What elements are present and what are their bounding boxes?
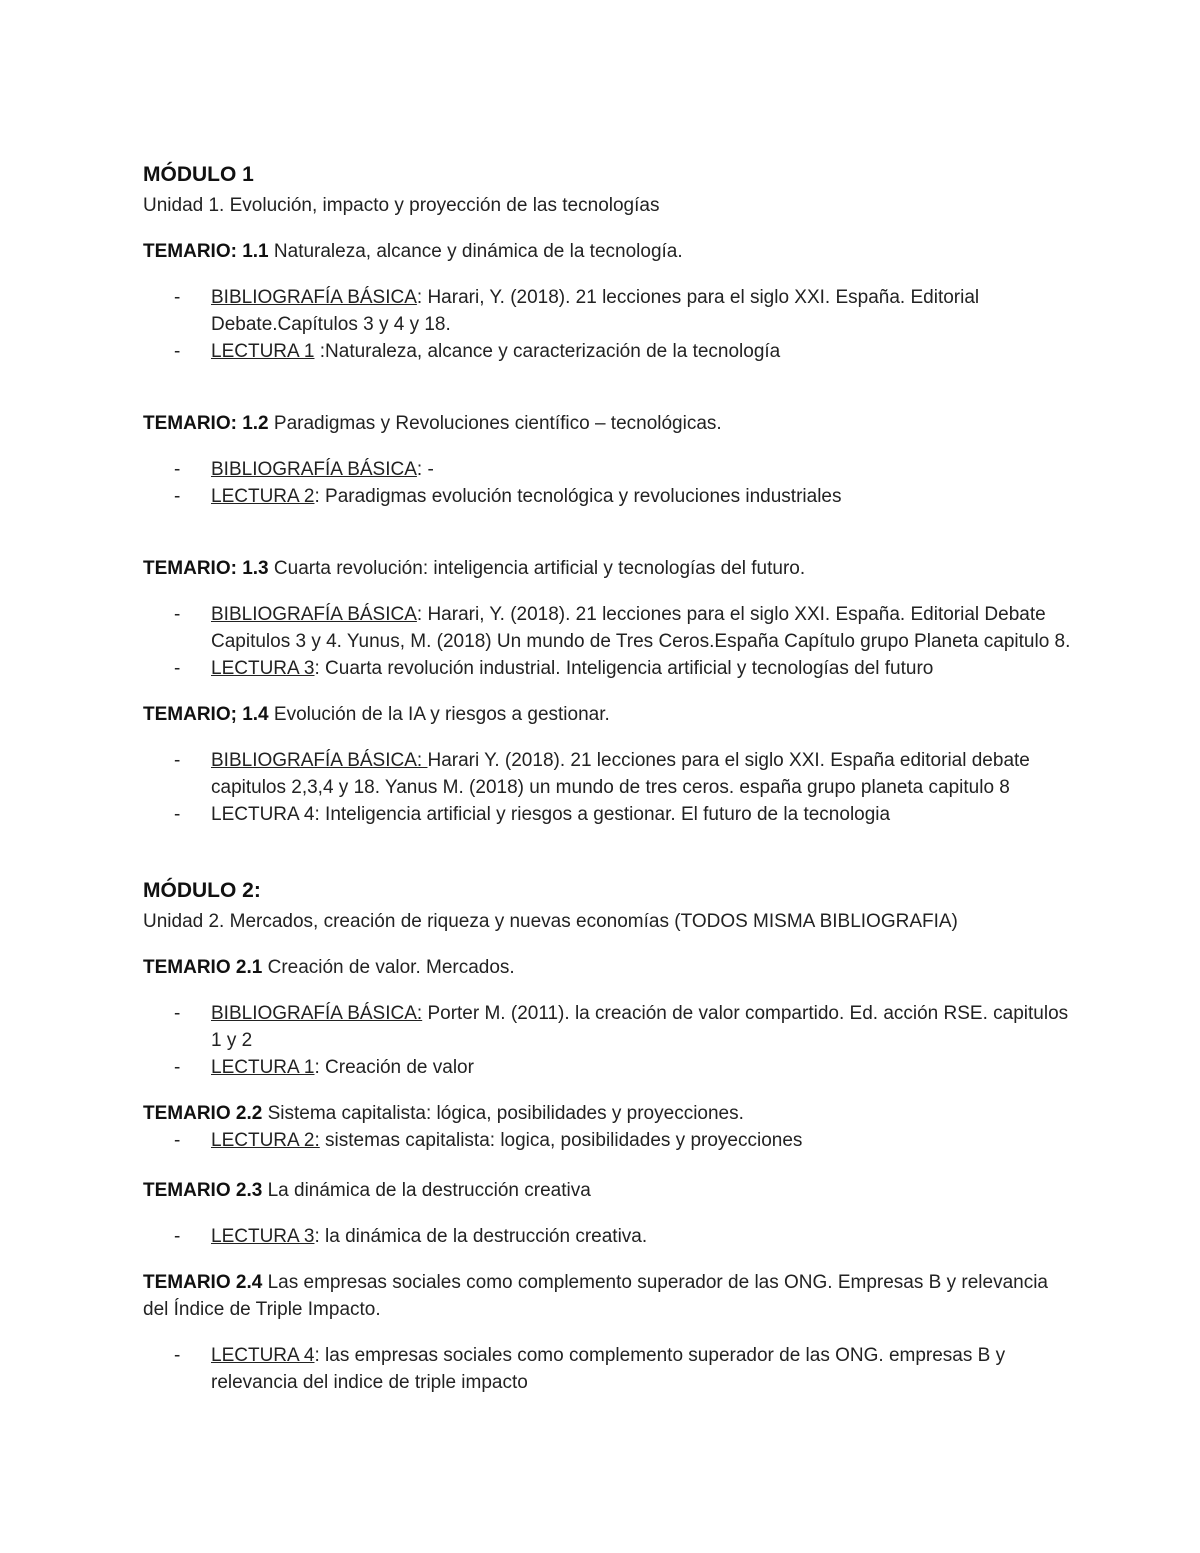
lectura-label: LECTURA 4 — [211, 1345, 315, 1366]
bibliografia-label: BIBLIOGRAFÍA BÁSICA — [211, 459, 417, 480]
list-item — [143, 284, 1073, 338]
bibliografia-label: BIBLIOGRAFÍA BÁSICA: — [211, 1003, 423, 1024]
list-item — [143, 483, 1073, 510]
temario-key: TEMARIO: 1.2 — [143, 413, 269, 434]
temario-2-1-list — [143, 1000, 1073, 1081]
temario-1-1 — [143, 238, 1073, 265]
temario-1-1-list — [143, 284, 1073, 365]
temario-2-3-list — [143, 1223, 1073, 1250]
list-item — [143, 655, 1073, 682]
temario-1-2 — [143, 410, 1073, 437]
list-item — [143, 1127, 1073, 1154]
temario-2-2 — [143, 1100, 1073, 1127]
temario-key: TEMARIO: 1.3 — [143, 558, 269, 579]
temario-2-2-list — [143, 1127, 1073, 1154]
temario-2-4-list — [143, 1342, 1073, 1396]
document-page — [143, 158, 1073, 1396]
bibliografia-text: : - — [416, 459, 434, 480]
temario-text: Creación de valor. Mercados. — [262, 957, 515, 978]
temario-key: TEMARIO 2.3 — [143, 1180, 263, 1201]
bibliografia-text: : Harari, Y. (2018). 21 lecciones para el siglo XXI. España. Editorial Debate Capitulos 3 y 4. Yunus, M. (2018) Un mundo de Tres Ceros.España Capítulo grupo Planeta capitulo 8. — [211, 604, 1071, 652]
modulo-1-title: MÓDULO 1 — [143, 163, 254, 186]
temario-text: Sistema capitalista: lógica, posibilidades y proyecciones. — [262, 1103, 744, 1124]
modulo-2-title: MÓDULO 2: — [143, 879, 261, 902]
bibliografia-label: BIBLIOGRAFÍA BÁSICA: — [211, 750, 428, 771]
list-item — [143, 747, 1073, 801]
lectura-label: LECTURA 3 — [211, 658, 315, 679]
lectura-text: LECTURA 4: Inteligencia artificial y riesgos a gestionar. El futuro de la tecnologia — [211, 804, 891, 825]
temario-1-4-list — [143, 747, 1073, 828]
list-item — [143, 601, 1073, 655]
temario-text: Naturaleza, alcance y dinámica de la tecnología. — [268, 241, 683, 262]
temario-key: TEMARIO; 1.4 — [143, 704, 269, 725]
bibliografia-text: Harari Y. (2018). 21 lecciones para el siglo XXI. España editorial debate capitulos 2,3,4 y 18. Yanus M. (2018) un mundo de tres ceros. españa grupo planeta capitulo 8 — [211, 750, 1030, 798]
temario-text: La dinámica de la destrucción creativa — [262, 1180, 591, 1201]
list-item — [143, 1342, 1073, 1396]
bibliografia-label: BIBLIOGRAFÍA BÁSICA — [211, 287, 417, 308]
temario-2-1 — [143, 954, 1073, 981]
temario-2-4 — [143, 1269, 1073, 1323]
lectura-label: LECTURA 1 — [211, 341, 315, 362]
list-item — [143, 1223, 1073, 1250]
temario-key: TEMARIO 2.2 — [143, 1103, 263, 1124]
temario-2-3 — [143, 1177, 1073, 1204]
temario-key: TEMARIO: 1.1 — [143, 241, 269, 262]
temario-1-4 — [143, 701, 1073, 728]
lectura-text: : Cuarta revolución industrial. Inteligencia artificial y tecnologías del futuro — [314, 658, 934, 679]
temario-text: Evolución de la IA y riesgos a gestionar. — [268, 704, 610, 725]
lectura-text: sistemas capitalista: logica, posibilidades y proyecciones — [319, 1130, 803, 1151]
temario-text: Cuarta revolución: inteligencia artificial y tecnologías del futuro. — [268, 558, 806, 579]
bibliografia-label: BIBLIOGRAFÍA BÁSICA — [211, 604, 417, 625]
list-item — [143, 456, 1073, 483]
lectura-text: : Creación de valor — [314, 1057, 474, 1078]
list-item — [143, 801, 1073, 828]
unidad-1: Unidad 1. Evolución, impacto y proyección de las tecnologías — [143, 195, 660, 216]
bibliografia-text: : Harari, Y. (2018). 21 lecciones para el siglo XXI. España. Editorial Debate.Capítulos 3 y 4 y 18. — [211, 287, 980, 335]
list-item — [143, 1054, 1073, 1081]
lectura-label: LECTURA 3 — [211, 1226, 315, 1247]
temario-key: TEMARIO 2.4 — [143, 1272, 263, 1293]
lectura-text: : la dinámica de la destrucción creativa. — [314, 1226, 648, 1247]
lectura-label: LECTURA 2: — [211, 1130, 320, 1151]
temario-1-3-list — [143, 601, 1073, 682]
unidad-2: Unidad 2. Mercados, creación de riqueza y nuevas economías (TODOS MISMA BIBLIOGRAFIA) — [143, 911, 958, 932]
lectura-text: :Naturaleza, alcance y caracterización de la tecnología — [314, 341, 781, 362]
lectura-label: LECTURA 2 — [211, 486, 315, 507]
lectura-label: LECTURA 1 — [211, 1057, 315, 1078]
bibliografia-text: Porter M. (2011). la creación de valor compartido. Ed. acción RSE. capitulos 1 y 2 — [211, 1003, 1069, 1051]
list-item — [143, 1000, 1073, 1054]
lectura-text: : Paradigmas evolución tecnológica y revoluciones industriales — [314, 486, 842, 507]
temario-text: Las empresas sociales como complemento superador de las ONG. Empresas B y relevancia del Índice de Triple Impacto. — [143, 1272, 1048, 1320]
temario-text: Paradigmas y Revoluciones científico – tecnológicas. — [268, 413, 722, 434]
list-item — [143, 338, 1073, 365]
temario-1-3 — [143, 555, 1073, 582]
lectura-text: : las empresas sociales como complemento superador de las ONG. empresas B y relevancia del indice de triple impacto — [211, 1345, 1006, 1393]
temario-1-2-list — [143, 456, 1073, 510]
temario-key: TEMARIO 2.1 — [143, 957, 263, 978]
